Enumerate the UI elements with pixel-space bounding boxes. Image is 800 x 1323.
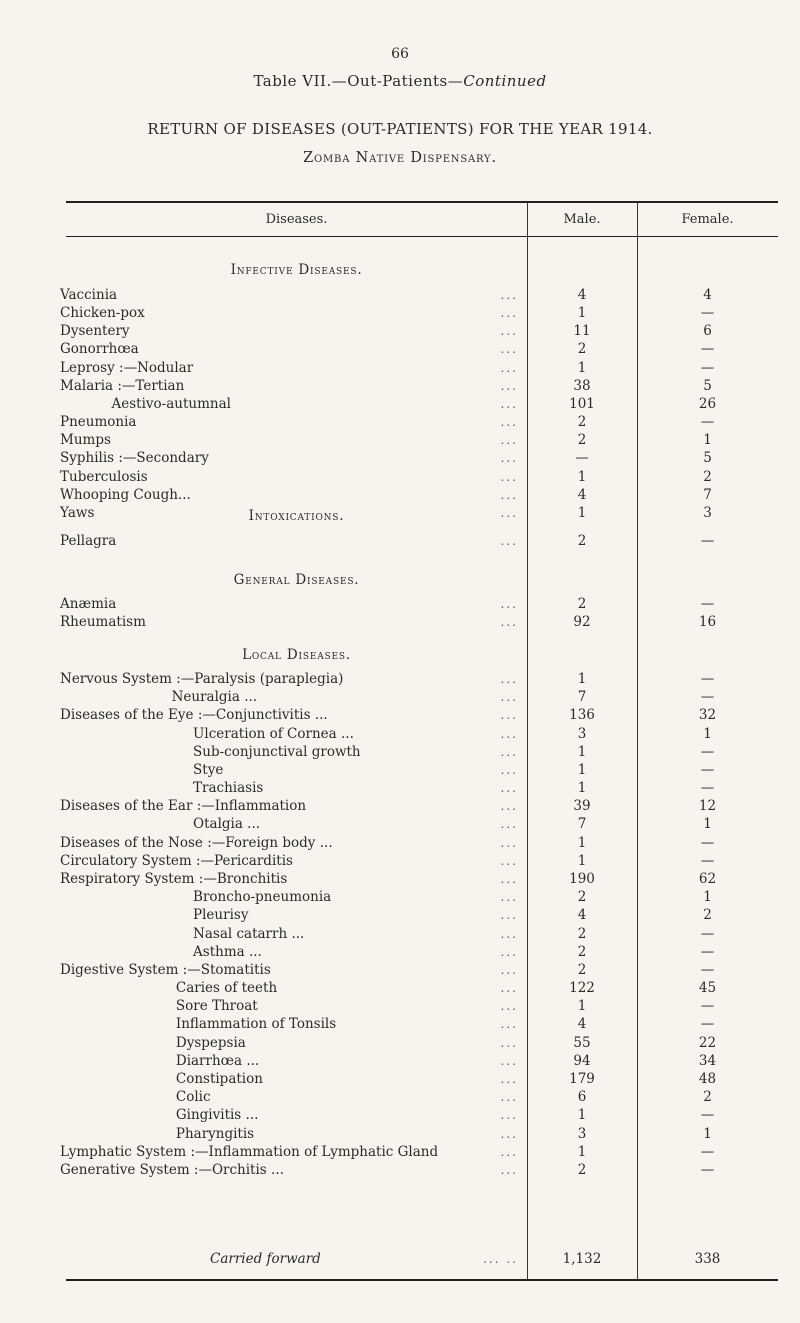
female-count: 4 <box>703 287 712 303</box>
disease-label: Digestive System :—Stomatitis <box>60 961 271 978</box>
female-count: — <box>700 1107 715 1124</box>
leader-dots: ... <box>500 890 518 905</box>
table-row <box>0 1143 800 1161</box>
male-count: 55 <box>573 1034 591 1051</box>
table-row <box>0 997 800 1015</box>
disease-label: Malaria :—Tertian <box>60 377 185 394</box>
male-count: — <box>575 450 589 467</box>
male-count: 122 <box>569 980 595 997</box>
disease-label: Gonorrhœa <box>60 341 139 358</box>
leader-dots: ... <box>500 597 518 611</box>
table-row <box>0 1125 800 1143</box>
disease-label: Pellagra <box>60 533 117 549</box>
female-count: — <box>700 925 715 942</box>
disease-label: Mumps <box>60 432 111 449</box>
leader-dots: ... <box>500 415 518 430</box>
leader-dots: ... <box>500 1162 518 1177</box>
male-count: 1 <box>577 1107 587 1124</box>
section-heading: Local Diseases. <box>242 647 351 663</box>
table-row <box>0 486 800 504</box>
dispensary-subtitle: Zomba Native Dispensary. <box>303 150 497 166</box>
female-count: — <box>700 961 715 978</box>
total-leader-dots: ... .. <box>483 1252 518 1266</box>
table-row <box>0 870 800 888</box>
male-count: 2 <box>577 432 587 449</box>
female-count: — <box>700 998 715 1015</box>
female-count: — <box>700 671 715 687</box>
female-count: 5 <box>703 450 712 467</box>
leader-dots: ... <box>500 672 518 686</box>
table-header-rule <box>66 236 778 237</box>
male-count: 190 <box>569 870 595 887</box>
total-male: 1,132 <box>562 1251 602 1267</box>
section-heading: Infective Diseases. <box>230 262 363 278</box>
leader-dots: ... <box>500 469 518 484</box>
leader-dots: ... <box>500 342 518 357</box>
table-row <box>0 1052 800 1070</box>
leader-dots: ... <box>500 799 518 814</box>
disease-label: Rheumatism <box>60 614 146 630</box>
disease-label: Diarrhœa ... <box>60 1052 260 1069</box>
disease-label: Caries of teeth <box>60 980 278 997</box>
disease-label: Pleurisy <box>60 907 249 924</box>
male-count: 101 <box>569 395 595 412</box>
female-count: 6 <box>703 323 712 340</box>
leader-dots: ... <box>500 306 518 321</box>
male-count: 3 <box>577 725 587 742</box>
disease-label: Syphilis :—Secondary <box>60 450 209 467</box>
disease-label: Otalgia ... <box>60 816 261 833</box>
table-row <box>0 943 800 961</box>
table-row <box>0 413 800 431</box>
female-count: — <box>700 780 715 797</box>
leader-dots: ... <box>500 451 518 466</box>
disease-label: Tuberculosis <box>60 468 148 485</box>
disease-label: Circulatory System :—Pericarditis <box>60 852 293 869</box>
leader-dots: ... <box>500 1053 518 1068</box>
table-row <box>0 359 800 377</box>
table-row <box>0 449 800 467</box>
female-count: 2 <box>703 907 712 924</box>
female-count: 34 <box>698 1052 717 1069</box>
male-count: 4 <box>577 287 587 303</box>
table-row <box>0 797 800 815</box>
leader-dots: ... <box>500 487 518 502</box>
disease-label: Whooping Cough... <box>60 486 191 503</box>
section-heading: Intoxications. <box>248 508 345 524</box>
female-count: 2 <box>703 468 712 485</box>
male-count: 2 <box>577 889 587 906</box>
leader-dots: ... <box>500 781 518 796</box>
male-count: 1 <box>577 359 587 376</box>
table-row <box>0 1088 800 1106</box>
female-count: 2 <box>703 1089 712 1106</box>
female-count: — <box>700 533 715 549</box>
disease-label: Nasal catarrh ... <box>60 925 305 942</box>
male-count: 4 <box>577 1016 587 1033</box>
disease-label: Pneumonia <box>60 414 137 431</box>
disease-label: Dysentery <box>60 323 130 340</box>
leader-dots: ... <box>500 962 518 977</box>
disease-label: Vaccinia <box>60 287 118 303</box>
table-row <box>0 322 800 340</box>
female-count: 26 <box>698 395 717 412</box>
female-count: 1 <box>703 432 712 449</box>
table-row <box>0 377 800 395</box>
leader-dots: ... <box>500 534 518 548</box>
disease-label: Sore Throat <box>60 998 258 1015</box>
male-count: 2 <box>577 341 587 358</box>
female-count: 1 <box>703 816 712 833</box>
female-count: — <box>700 1016 715 1033</box>
table-row <box>0 613 800 631</box>
leader-dots: ... <box>500 690 518 705</box>
leader-dots: ... <box>500 1108 518 1123</box>
disease-label: Constipation <box>60 1070 263 1087</box>
page-title: RETURN OF DISEASES (OUT-PATIENTS) FOR THE YEAR 1914. <box>147 120 653 138</box>
disease-label: Diseases of the Nose :—Foreign body ... <box>60 834 333 851</box>
table-row <box>0 834 800 852</box>
disease-label: Lymphatic System :—Inflammation of Lymphatic Gland <box>60 1143 439 1160</box>
disease-label: Respiratory System :—Bronchitis <box>60 870 288 887</box>
female-count: 1 <box>703 725 712 742</box>
table-row <box>0 532 800 550</box>
disease-label: Aestivo-autumnal <box>60 395 231 412</box>
female-count: — <box>700 834 715 851</box>
male-count: 2 <box>577 596 587 612</box>
male-count: 1 <box>577 834 587 851</box>
leader-dots: ... <box>500 1017 518 1032</box>
female-count: — <box>700 1161 715 1178</box>
leader-dots: ... <box>500 726 518 741</box>
female-count: 12 <box>698 798 717 815</box>
male-count: 179 <box>569 1070 595 1087</box>
male-count: 3 <box>577 1125 587 1142</box>
table-row <box>0 888 800 906</box>
male-count: 1 <box>577 468 587 485</box>
female-count: — <box>700 943 715 960</box>
disease-label: Broncho-pneumonia <box>60 889 332 906</box>
male-count: 2 <box>577 925 587 942</box>
leader-dots: ... <box>500 926 518 941</box>
male-count: 2 <box>577 533 587 549</box>
disease-label: Diseases of the Ear :—Inflammation <box>60 798 307 815</box>
female-count: — <box>700 1143 715 1160</box>
column-header-male: Male. <box>563 212 601 227</box>
section-heading: General Diseases. <box>233 572 360 588</box>
leader-dots: ... <box>500 615 518 629</box>
leader-dots: ... <box>500 505 518 520</box>
leader-dots: ... <box>500 396 518 411</box>
female-count: 45 <box>698 980 717 997</box>
male-count: 136 <box>569 707 595 724</box>
table-row <box>0 286 800 304</box>
disease-label: Diseases of the Eye :—Conjunctivitis ... <box>60 707 328 724</box>
disease-label: Gingivitis ... <box>60 1107 259 1124</box>
table-row <box>0 431 800 449</box>
table-row <box>0 1034 800 1052</box>
leader-dots: ... <box>500 708 518 723</box>
male-count: 11 <box>573 323 591 340</box>
female-count: — <box>700 743 715 760</box>
leader-dots: ... <box>500 744 518 759</box>
leader-dots: ... <box>500 835 518 850</box>
table-row <box>0 906 800 924</box>
male-count: 2 <box>577 961 587 978</box>
disease-label: Anæmia <box>60 596 117 612</box>
female-count: — <box>700 305 715 322</box>
female-count: 62 <box>698 870 717 887</box>
column-header-diseases: Diseases. <box>265 212 328 227</box>
leader-dots: ... <box>500 999 518 1014</box>
table-row <box>0 779 800 797</box>
disease-label: Trachiasis <box>60 780 264 797</box>
male-count: 4 <box>577 486 587 503</box>
caption-prefix: Table VII.—Out-Patients— <box>253 72 464 90</box>
table-row <box>0 304 800 322</box>
leader-dots: ... <box>500 1071 518 1086</box>
male-count: 2 <box>577 414 587 431</box>
female-count: — <box>700 359 715 376</box>
female-count: — <box>700 596 715 612</box>
male-count: 1 <box>577 1143 587 1160</box>
disease-label: Leprosy :—Nodular <box>60 359 194 376</box>
female-count: 22 <box>698 1034 717 1051</box>
disease-label: Chicken-pox <box>60 305 145 322</box>
disease-label: Colic <box>60 1089 211 1106</box>
female-count: — <box>700 689 715 706</box>
table-row <box>0 925 800 943</box>
table-top-rule <box>66 201 778 203</box>
disease-label: Yaws <box>60 504 95 521</box>
table-row <box>0 725 800 743</box>
male-count: 4 <box>577 907 587 924</box>
female-count: 7 <box>703 486 712 503</box>
female-count: 16 <box>698 614 717 630</box>
leader-dots: ... <box>500 360 518 375</box>
female-count: — <box>700 761 715 778</box>
male-count: 1 <box>577 305 587 322</box>
leader-dots: ... <box>500 1126 518 1141</box>
table-row <box>0 670 800 688</box>
disease-label: Inflammation of Tonsils <box>60 1016 337 1033</box>
table-row <box>0 468 800 486</box>
table-bottom-rule <box>66 1279 778 1281</box>
table-row <box>0 1070 800 1088</box>
total-female: 338 <box>694 1251 721 1267</box>
male-count: 1 <box>577 743 587 760</box>
male-count: 92 <box>573 614 591 630</box>
table-row <box>0 743 800 761</box>
leader-dots: ... <box>500 1035 518 1050</box>
disease-label: Nervous System :—Paralysis (paraplegia) <box>60 671 344 687</box>
leader-dots: ... <box>500 378 518 393</box>
male-count: 6 <box>577 1089 587 1106</box>
caption-continued: Continued <box>463 72 547 90</box>
total-label: Carried forward <box>210 1251 321 1267</box>
leader-dots: ... <box>500 1090 518 1105</box>
female-count: 1 <box>703 1125 712 1142</box>
disease-label: Stye <box>60 761 224 778</box>
leader-dots: ... <box>500 871 518 886</box>
leader-dots: ... <box>500 324 518 339</box>
column-header-female: Female. <box>681 212 734 227</box>
table-row <box>0 1161 800 1179</box>
table-row <box>0 395 800 413</box>
female-count: — <box>700 852 715 869</box>
leader-dots: ... <box>500 1144 518 1159</box>
male-count: 39 <box>573 798 591 815</box>
male-count: 1 <box>577 671 587 687</box>
leader-dots: ... <box>500 908 518 923</box>
leader-dots: ... <box>500 981 518 996</box>
table-row <box>0 979 800 997</box>
disease-label: Asthma ... <box>60 943 262 960</box>
table-row <box>0 815 800 833</box>
table-row <box>0 340 800 358</box>
disease-label: Dyspepsia <box>60 1034 246 1051</box>
table-row <box>0 595 800 613</box>
male-count: 7 <box>577 816 587 833</box>
leader-dots: ... <box>500 944 518 959</box>
male-count: 1 <box>577 998 587 1015</box>
table-row <box>0 1106 800 1124</box>
female-count: 1 <box>703 889 712 906</box>
male-count: 2 <box>577 1161 587 1178</box>
leader-dots: ... <box>500 817 518 832</box>
table-caption <box>0 72 800 90</box>
male-count: 1 <box>577 852 587 869</box>
table-row <box>0 688 800 706</box>
disease-label: Sub-conjunctival growth <box>60 743 361 760</box>
leader-dots: ... <box>500 288 518 302</box>
table-row <box>0 852 800 870</box>
table-row <box>0 761 800 779</box>
leader-dots: ... <box>500 762 518 777</box>
carried-forward-row <box>0 1250 800 1268</box>
male-count: 7 <box>577 689 587 706</box>
female-count: — <box>700 341 715 358</box>
leader-dots: ... <box>500 853 518 868</box>
table-row <box>0 706 800 724</box>
male-count: 38 <box>573 377 591 394</box>
disease-label: Generative System :—Orchitis ... <box>60 1161 284 1178</box>
male-count: 1 <box>577 504 587 521</box>
disease-label: Neuralgia ... <box>60 689 258 706</box>
leader-dots: ... <box>500 433 518 448</box>
page-number: 66 <box>391 46 409 62</box>
male-count: 2 <box>577 943 587 960</box>
table-row <box>0 961 800 979</box>
female-count: 5 <box>703 377 712 394</box>
male-count: 94 <box>573 1052 591 1069</box>
female-count: 48 <box>698 1070 717 1087</box>
table-row <box>0 1015 800 1033</box>
disease-label: Ulceration of Cornea ... <box>60 725 354 742</box>
disease-label: Pharyngitis <box>60 1125 255 1142</box>
female-count: — <box>700 414 715 431</box>
male-count: 1 <box>577 761 587 778</box>
female-count: 3 <box>703 504 712 521</box>
female-count: 32 <box>698 707 717 724</box>
male-count: 1 <box>577 780 587 797</box>
